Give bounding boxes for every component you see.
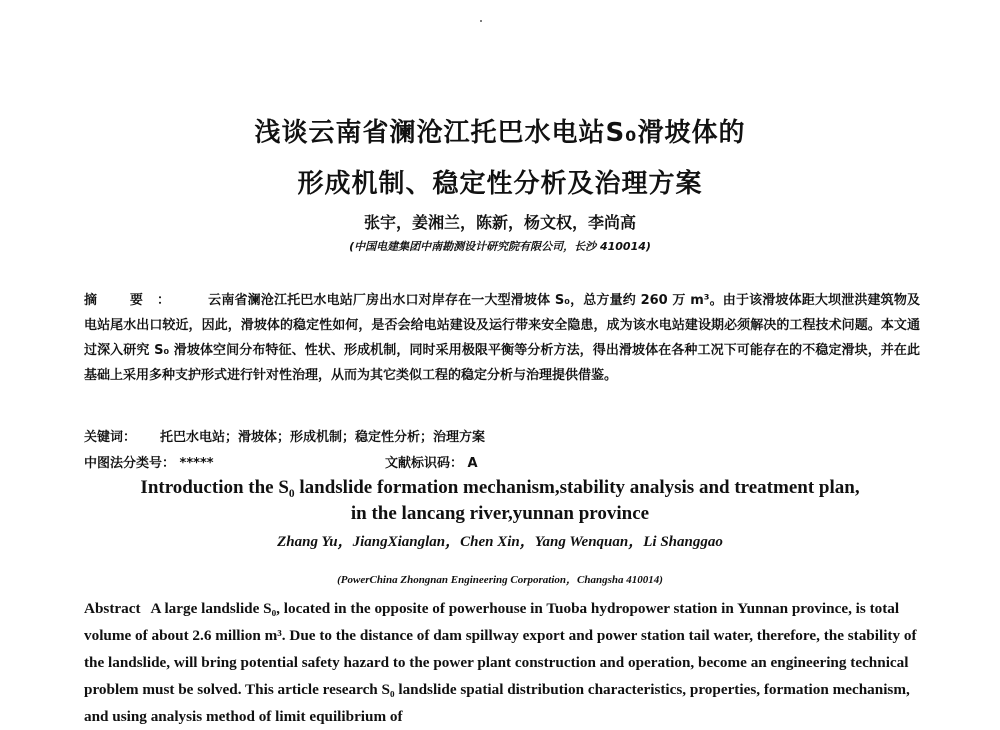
document-code-label: 文献标识码：	[385, 456, 464, 471]
abstract-en-label: Abstract	[84, 600, 141, 617]
abstract-cn-label: 摘 要：	[84, 293, 185, 308]
keywords-cn	[84, 426, 485, 445]
title-en-line2: in the lancang river,yunnan province	[350, 503, 650, 524]
authors-cn: 张宇，姜湘兰，陈新，杨文权，李尚高	[363, 213, 636, 232]
classification-value: *****	[179, 456, 214, 471]
title-cn-line2: 形成机制、稳定性分析及治理方案	[297, 169, 703, 199]
abstract-cn	[84, 288, 920, 388]
abstract-en	[84, 595, 920, 730]
keywords-cn-text: 托巴水电站；滑坡体；形成机制；稳定性分析；治理方案	[160, 430, 486, 445]
affiliation-cn: (中国电建集团中南勘测设计研究院有限公司，长沙 410014)	[349, 240, 651, 253]
document-code-value: A	[467, 456, 478, 471]
abstract-cn-text: 云南省澜沧江托巴水电站厂房出水口对岸存在一大型滑坡体 S₀，总方量约 260 万 m³。由于该滑坡体距大坝泄洪建筑物及电站尾水出口较近，因此，滑坡体的稳定性如何，是否会给电站建设及运行带来安全隐患，成为该水电站建设期必须解决的工程技术问题。本文通过深入研究 S₀ 滑坡体空间分布特征、性状、形成机制，同时采用极限平衡等分析方法，得出滑坡体在各种工况下可能存在的不稳定滑块，并在此基础上采用多种支护形式进行针对性治理，从而为其它类似工程的稳定分析与治理提供借鉴。	[84, 293, 920, 383]
title-cn-line1: 浅谈云南省澜沧江托巴水电站S₀滑坡体的	[254, 118, 746, 148]
keywords-cn-label: 关键词：	[84, 430, 137, 445]
scan-speck	[480, 20, 482, 22]
abstract-en-text: A large landslide S₀, located in the opposite of powerhouse in Tuoba hydropower station in Yunnan province, is total volume of about 2.6 million m³. Due to the distance of dam spillway export and power station tail water, therefore, the stability of the landslide, will bring potential safety hazard to the power plant construction and operation, become an engineering technical problem must be solved. This article research S₀ landslide spatial distribution characteristics, properties, formation mechanism, and using analysis method of limit equilibrium of	[84, 600, 917, 725]
title-en-line1: Introduction the S₀ landslide formation mechanism,stability analysis and treatment plan,	[140, 477, 860, 498]
document-code	[385, 452, 478, 471]
authors-en: Zhang Yu，JiangXianglan，Chen Xin，Yang Wenquan，Li Shanggao	[277, 534, 723, 550]
classification-label: 中图法分类号：	[84, 456, 176, 471]
affiliation-en: (PowerChina Zhongnan Engineering Corporation，Changsha 410014)	[337, 574, 663, 586]
classification	[84, 452, 214, 471]
